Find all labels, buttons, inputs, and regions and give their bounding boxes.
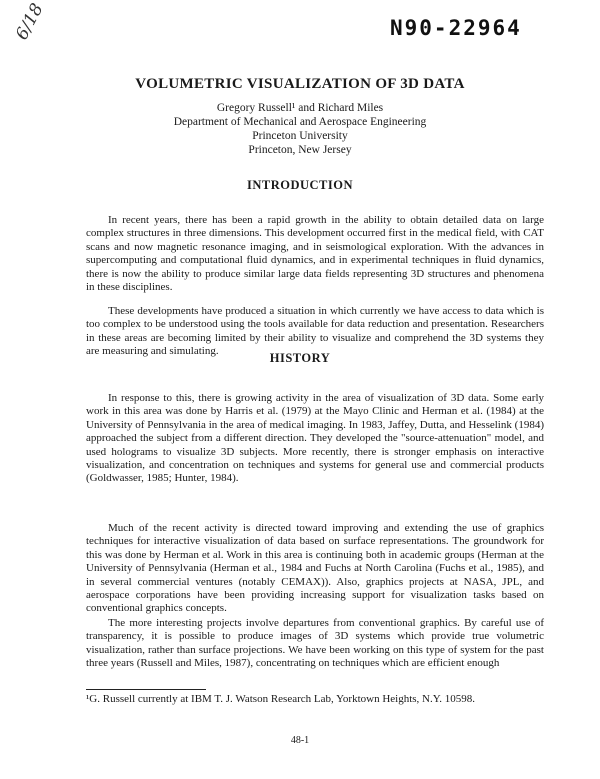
- report-number: N90-22964: [390, 16, 522, 40]
- history-paragraph-1: In response to this, there is growing activity in the area of visualization of 3D data. Some early work in this area was done by Harris et al. (1979) at the Mayo Clinic and Herman et al. (1984) at the University of Pennsylvania in the area of medical imaging. In 1983, Jaffey, Dutta, and Hesselink (1984) approached the subject from a different direction. They developed the "source-attenuation" model, and used holograms to visualize 3D subjects. More recently, there is stronger emphasis on interactive visualization, and concentration on techniques and systems for general use and commercial products (Goldwasser, 1985; Hunter, 1984).: [86, 392, 544, 485]
- section-heading-introduction: INTRODUCTION: [246, 178, 353, 192]
- footnote-divider: [86, 689, 206, 690]
- affiliation-department: Department of Mechanical and Aerospace Engineering: [173, 116, 427, 128]
- intro-paragraph-1: In recent years, there has been a rapid growth in the ability to obtain detailed data on large complex structures in three dimensions. This development occurred first in the medical field, with CAT scans and now magnetic resonance imaging, and in seismological exploration. With the advances in supercomputing and computational fluid dynamics, and in experimental techniques in fluid dynamics, there is now the ability to produce similar large data fields representing 3D structures and phenomena in these disciplines.: [86, 214, 544, 294]
- history-paragraph-2: Much of the recent activity is directed toward improving and extending the use of graphics techniques for interactive visualization of data based on surface representations. The groundwork for this was done by Herman et al. Work in this area is continuing both in academic groups (Herman at the University of Pennsylvania (Herman et al., 1984 and Fuchs at North Carolina (Fuchs et al., 1985), and in several commercial ventures (notably CEMAX)). Also, graphics projects at NASA, JPL, and aerospace corporations have been providing increasing support for visualization tasks based on conventional graphics concepts.: [86, 522, 544, 615]
- history-paragraph-3: The more interesting projects involve departures from conventional graphics. By careful use of transparency, it is possible to produce images of 3D systems which provide true volumetric visualization, rather than surface projections. We have been working on this type of system for the past three years (Russell and Miles, 1987), concentrating on techniques which are efficient enough: [86, 617, 544, 670]
- paper-title: VOLUMETRIC VISUALIZATION OF 3D DATA: [135, 76, 465, 92]
- page-number: 48-1: [290, 735, 310, 746]
- intro-paragraph-2: These developments have produced a situation in which currently we have access to data which is too complex to be understood using the tools available for data reduction and presentation. Researchers in these areas are becoming limited by their ability to visualize and comprehend the 3D systems they are measuring and simulating.: [86, 305, 544, 358]
- affiliation-location: Princeton, New Jersey: [248, 144, 352, 156]
- authors: Gregory Russell¹ and Richard Miles: [216, 102, 384, 114]
- handwritten-margin-note: 6/18: [12, 0, 48, 44]
- affiliation-university: Princeton University: [252, 130, 348, 142]
- footnote: ¹G. Russell currently at IBM T. J. Watson Research Lab, Yorktown Heights, N.Y. 10598.: [86, 693, 476, 705]
- section-heading-history: HISTORY: [269, 351, 331, 365]
